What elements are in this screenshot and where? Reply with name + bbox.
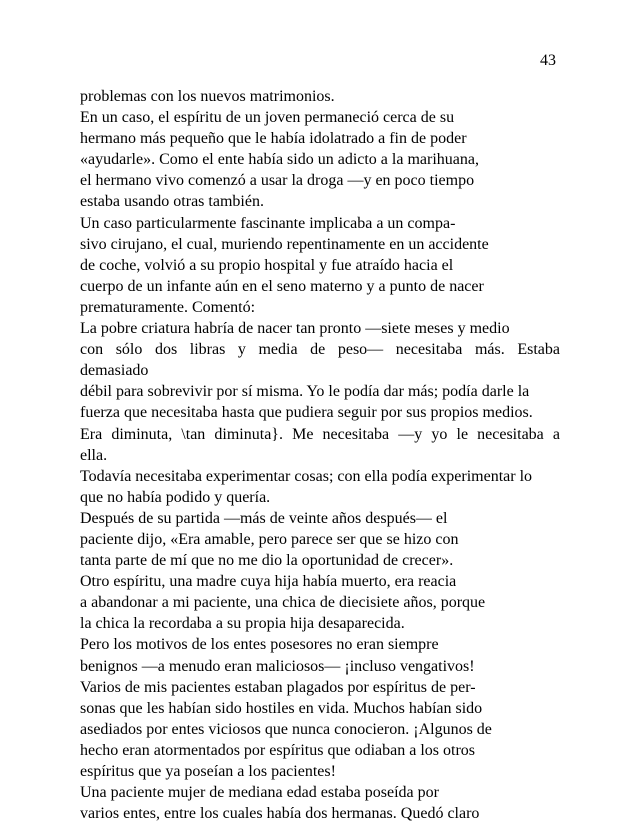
text-line: que no había podido y quería. [80, 488, 271, 506]
body-text [80, 86, 560, 824]
text-line: problemas con los nuevos matrimonios. [80, 88, 335, 105]
text-line: a abandonar a mi paciente, una chica de diecisiete años, porque [80, 594, 486, 612]
text-line: cuerpo de un infante aún en el seno materno y a punto de nacer [80, 277, 484, 295]
text-line: estaba usando otras también. [80, 193, 264, 211]
text-line: varios entes, entre los cuales había dos hermanas. Quedó claro [80, 805, 480, 823]
text-line: el hermano vivo comenzó a usar la droga —y en poco tiempo [80, 172, 475, 190]
text-line: hermano más pequeño que le había idolatrado a fin de poder [80, 130, 467, 148]
text-line: benignos —a menudo eran maliciosos— ¡incluso vengativos! [80, 657, 475, 675]
text-line: Pero los motivos de los entes posesores no eran siempre [80, 636, 439, 654]
text-line: Todavía necesitaba experimentar cosas; con ella podía experimentar lo [80, 467, 533, 485]
text-line: «ayudarle». Como el ente había sido un adicto a la marihuana, [80, 151, 479, 169]
text-line: prematuramente. Comentó: [80, 298, 256, 316]
text-line: sivo cirujano, el cual, muriendo repentinamente en un accidente [80, 235, 489, 253]
text-line: con sólo dos libras y media de peso— necesitaba más. Estaba [80, 341, 560, 359]
text-line: Un caso particularmente fascinante implicaba a un compa- [80, 214, 456, 232]
text-line: Otro espíritu, una madre cuya hija había muerto, era reacia [80, 573, 457, 591]
text-line: ella. [80, 446, 108, 464]
text-line: Después de su partida —más de veinte años después— el [80, 509, 448, 527]
text-line: espíritus que ya poseían a los pacientes! [80, 763, 336, 780]
text-line: Varios de mis pacientes estaban plagados por espíritus de per- [80, 678, 476, 696]
text-line: La pobre criatura habría de nacer tan pronto —siete meses y medio [80, 320, 510, 338]
text-line: paciente dijo, «Era amable, pero parece ser que se hizo con [80, 530, 459, 548]
text-line: sonas que les habían sido hostiles en vida. Muchos habían sido [80, 699, 483, 717]
text-line: Era diminuta, \tan diminuta}. Me necesitaba —y yo le necesitaba a [80, 425, 560, 443]
text-line: tanta parte de mí que no me dio la oportunidad de crecer». [80, 552, 454, 570]
text-line: demasiado [80, 362, 149, 380]
text-line: la chica la recordaba a su propia hija desaparecida. [80, 615, 405, 633]
page-number: 43 [540, 52, 556, 69]
text-line: Una paciente mujer de mediana edad estaba poseída por [80, 784, 439, 802]
text-line: hecho eran atormentados por espíritus que odiaban a los otros [80, 741, 475, 759]
text-line: asediados por entes viciosos que nunca conocieron. ¡Algunos de [80, 720, 492, 738]
text-line: fuerza que necesitaba hasta que pudiera seguir por sus propios medios. [80, 404, 533, 422]
text-line: débil para sobrevivir por sí misma. Yo le podía dar más; podía darle la [80, 383, 530, 401]
text-line: En un caso, el espíritu de un joven permaneció cerca de su [80, 109, 455, 127]
text-line: de coche, volvió a su propio hospital y fue atraído hacia el [80, 256, 454, 274]
